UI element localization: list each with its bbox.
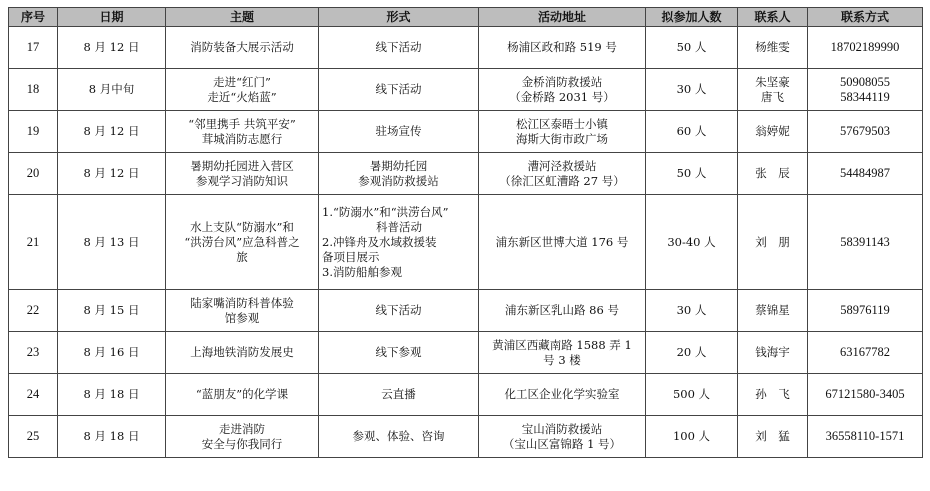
cell-address: 化工区企业化学实验室 [479, 374, 646, 416]
cell-form: 线下活动 [319, 27, 479, 69]
cell-contact: 刘 朋 [738, 195, 808, 290]
cell-address: 宝山消防救援站 （宝山区富锦路 1 号） [479, 416, 646, 458]
cell-participants: 30-40 人 [646, 195, 738, 290]
cell-form: 线下参观 [319, 332, 479, 374]
cell-topic: 上海地铁消防发展史 [166, 332, 319, 374]
cell-contact: 朱坚豪 唐飞 [738, 69, 808, 111]
cell-index: 17 [9, 27, 58, 69]
cell-contact: 蔡锦星 [738, 290, 808, 332]
cell-contact: 翁婷妮 [738, 111, 808, 153]
cell-topic: 陆家嘴消防科普体验 馆参观 [166, 290, 319, 332]
cell-address: 浦东新区乳山路 86 号 [479, 290, 646, 332]
cell-phone: 67121580-3405 [808, 374, 923, 416]
cell-address: 松江区泰晤士小镇 海斯大街市政广场 [479, 111, 646, 153]
table-row [9, 111, 923, 153]
cell-topic: 水上支队“防溺水”和 “洪涝台风”应急科普之 旅 [166, 195, 319, 290]
table-row [9, 195, 923, 290]
header-index: 序号 [9, 8, 58, 27]
cell-date: 8 月 12 日 [58, 27, 166, 69]
cell-date: 8 月 12 日 [58, 111, 166, 153]
header-address: 活动地址 [479, 8, 646, 27]
cell-participants: 20 人 [646, 332, 738, 374]
cell-index: 20 [9, 153, 58, 195]
cell-participants: 30 人 [646, 69, 738, 111]
header-form: 形式 [319, 8, 479, 27]
cell-date: 8 月 13 日 [58, 195, 166, 290]
cell-phone: 50908055 58344119 [808, 69, 923, 111]
cell-form: 线下活动 [319, 69, 479, 111]
cell-phone: 57679503 [808, 111, 923, 153]
table-row [9, 153, 923, 195]
cell-index: 22 [9, 290, 58, 332]
header-date: 日期 [58, 8, 166, 27]
cell-date: 8 月 16 日 [58, 332, 166, 374]
table-row [9, 374, 923, 416]
cell-form: 云直播 [319, 374, 479, 416]
cell-topic: “邻里携手 共筑平安” 茸城消防志愿行 [166, 111, 319, 153]
cell-contact: 杨维雯 [738, 27, 808, 69]
cell-participants: 100 人 [646, 416, 738, 458]
cell-topic: 暑期幼托园进入营区 参观学习消防知识 [166, 153, 319, 195]
cell-phone: 58976119 [808, 290, 923, 332]
cell-index: 25 [9, 416, 58, 458]
cell-index: 24 [9, 374, 58, 416]
cell-address: 漕河泾救援站 （徐汇区虹漕路 27 号） [479, 153, 646, 195]
cell-phone: 36558110-1571 [808, 416, 923, 458]
cell-address: 杨浦区政和路 519 号 [479, 27, 646, 69]
table-row [9, 69, 923, 111]
table-row [9, 27, 923, 69]
cell-contact: 刘 猛 [738, 416, 808, 458]
header-participants: 拟参加人数 [646, 8, 738, 27]
cell-phone: 63167782 [808, 332, 923, 374]
cell-form: 1.“防溺水”和“洪涝台风” 科普活动 2.冲锋舟及水域救援装 备项目展示 3.消防船舶参观 [319, 195, 479, 290]
cell-form: 线下活动 [319, 290, 479, 332]
cell-topic: 走进“红门” 走近“火焰蓝” [166, 69, 319, 111]
cell-phone: 58391143 [808, 195, 923, 290]
cell-date: 8 月 15 日 [58, 290, 166, 332]
cell-phone: 18702189990 [808, 27, 923, 69]
cell-index: 21 [9, 195, 58, 290]
cell-address: 黄浦区西藏南路 1588 弄 1 号 3 楼 [479, 332, 646, 374]
cell-topic: 消防装备大展示活动 [166, 27, 319, 69]
table-row [9, 416, 923, 458]
cell-form: 驻场宣传 [319, 111, 479, 153]
cell-address: 金桥消防救援站 （金桥路 2031 号） [479, 69, 646, 111]
cell-contact: 张 辰 [738, 153, 808, 195]
cell-phone: 54484987 [808, 153, 923, 195]
cell-date: 8 月 18 日 [58, 416, 166, 458]
header-row [9, 8, 923, 27]
cell-index: 18 [9, 69, 58, 111]
cell-date: 8 月中旬 [58, 69, 166, 111]
cell-form: 暑期幼托园 参观消防救援站 [319, 153, 479, 195]
cell-address: 浦东新区世博大道 176 号 [479, 195, 646, 290]
cell-index: 19 [9, 111, 58, 153]
cell-participants: 50 人 [646, 27, 738, 69]
cell-topic: 走进消防 安全与你我同行 [166, 416, 319, 458]
cell-participants: 60 人 [646, 111, 738, 153]
cell-participants: 30 人 [646, 290, 738, 332]
cell-participants: 50 人 [646, 153, 738, 195]
cell-contact: 孙 飞 [738, 374, 808, 416]
table-row [9, 332, 923, 374]
activity-table [8, 7, 923, 458]
cell-date: 8 月 12 日 [58, 153, 166, 195]
header-phone: 联系方式 [808, 8, 923, 27]
cell-participants: 500 人 [646, 374, 738, 416]
table-row [9, 290, 923, 332]
header-contact: 联系人 [738, 8, 808, 27]
cell-index: 23 [9, 332, 58, 374]
cell-topic: “蓝朋友”的化学课 [166, 374, 319, 416]
cell-date: 8 月 18 日 [58, 374, 166, 416]
cell-contact: 钱海宇 [738, 332, 808, 374]
header-topic: 主题 [166, 8, 319, 27]
cell-form: 参观、体验、咨询 [319, 416, 479, 458]
